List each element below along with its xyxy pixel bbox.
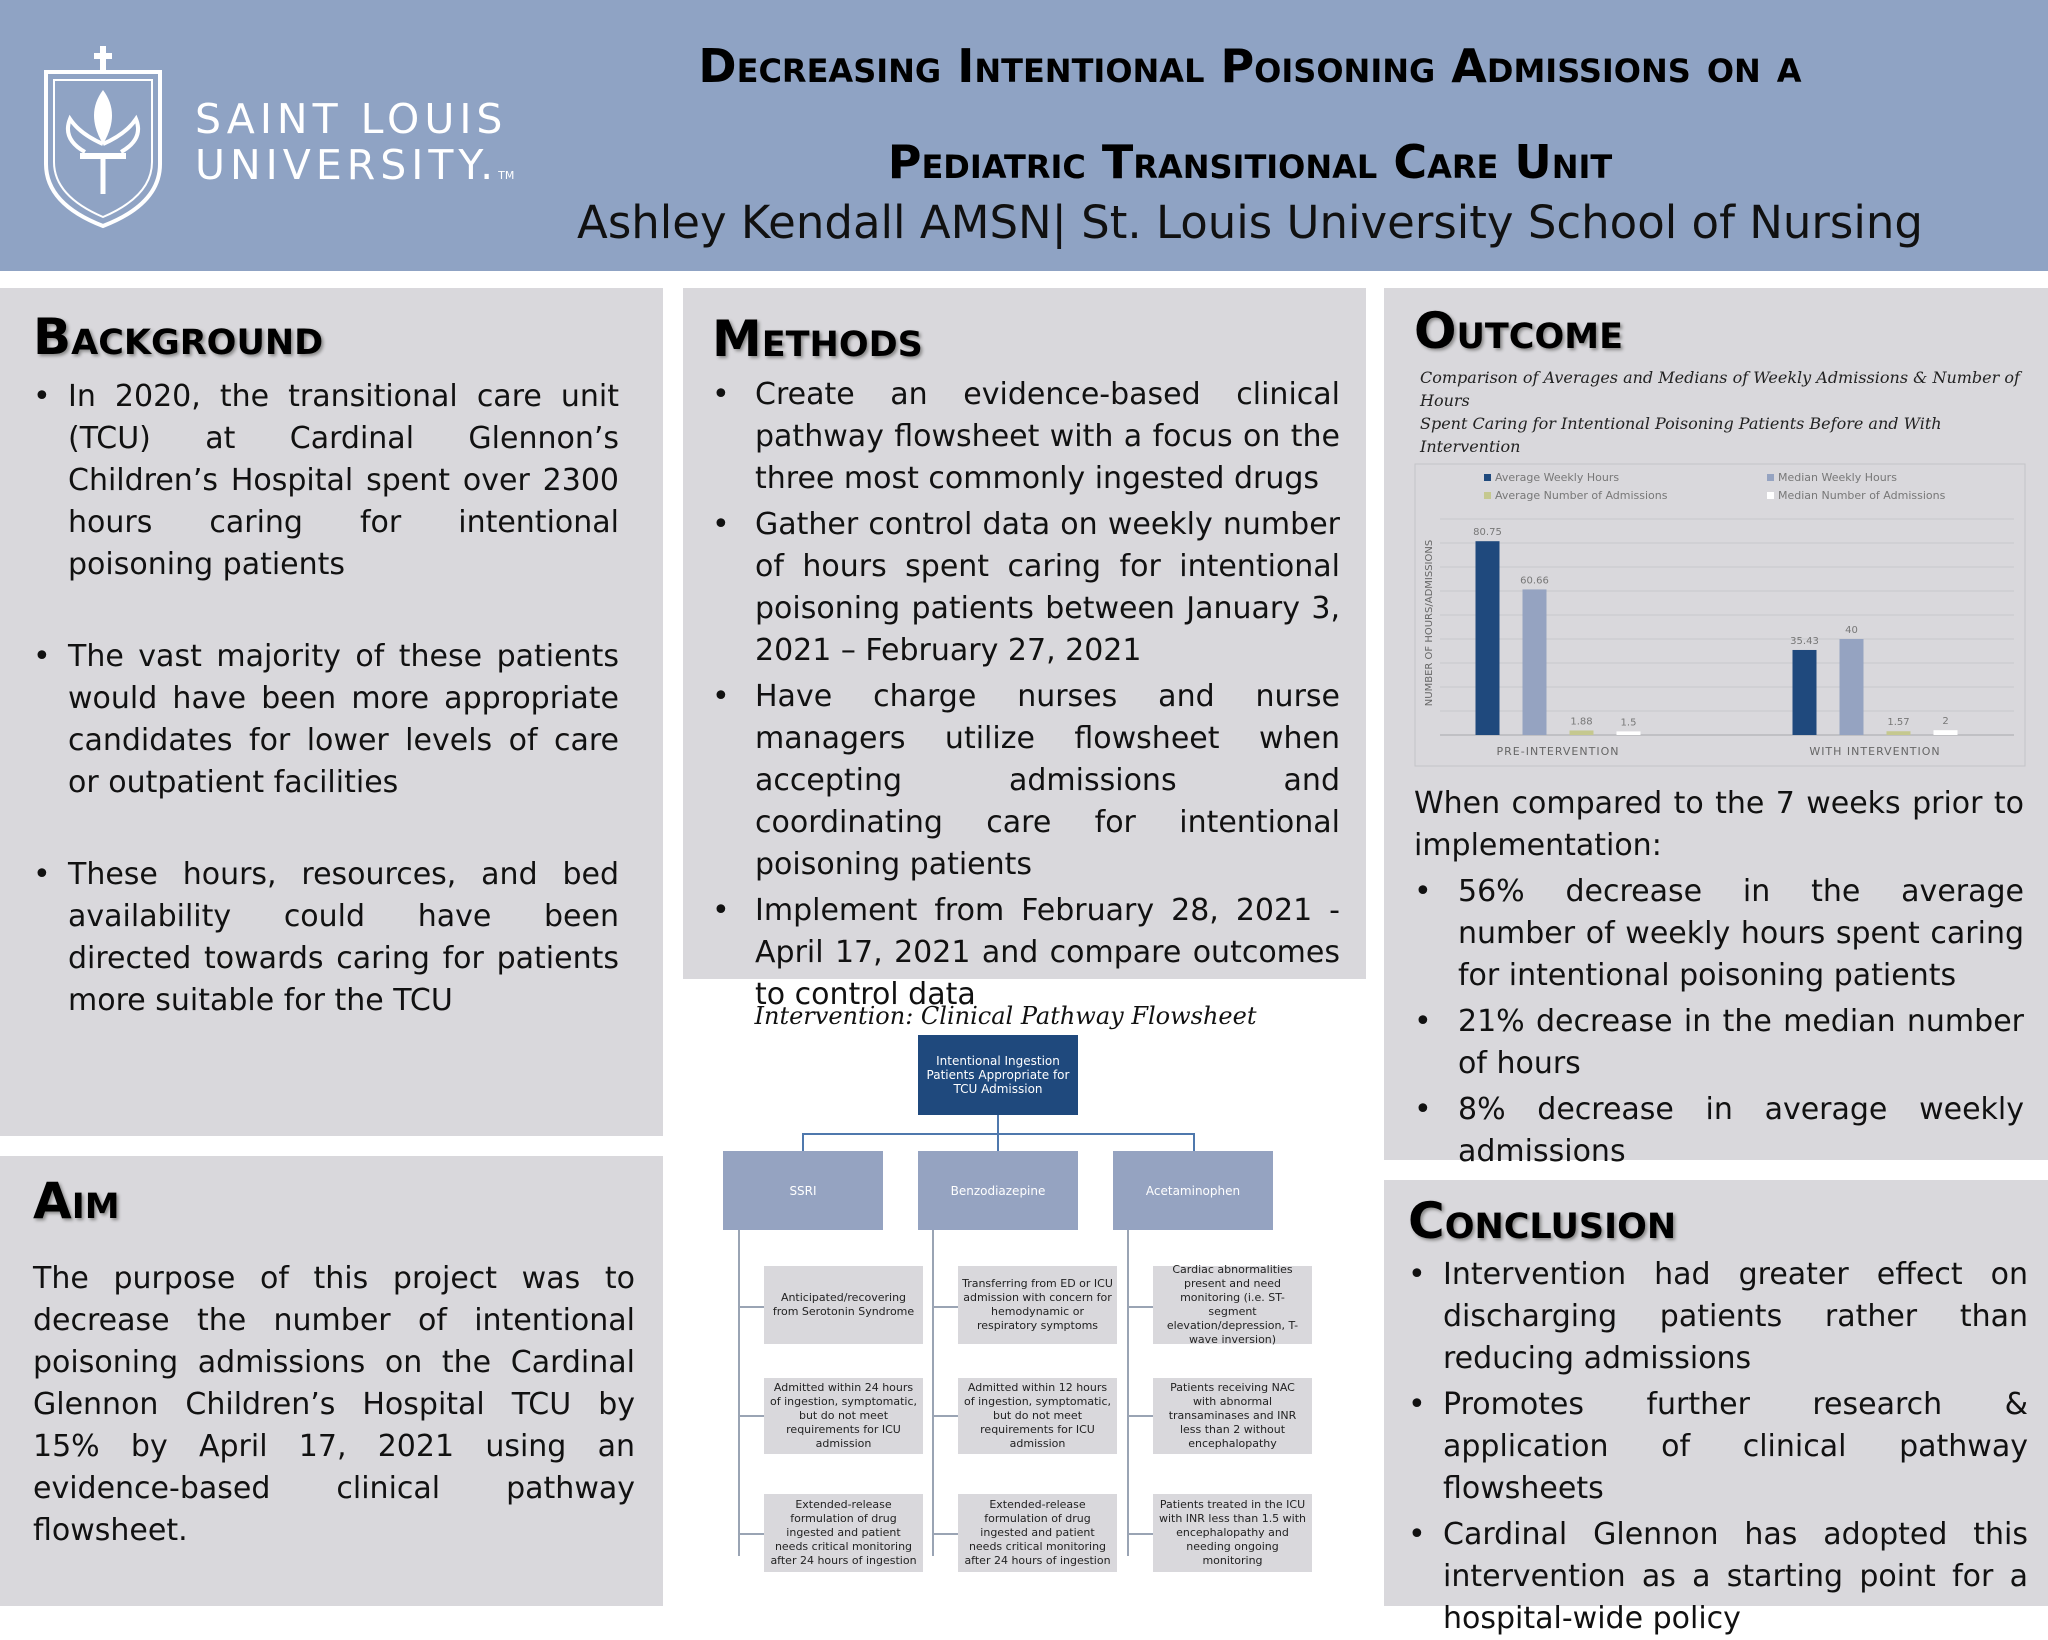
- chart-data-label: 1.5: [1620, 717, 1637, 729]
- conclusion-item: • Promotes further research & application of clinical pathway flowsheets: [1408, 1384, 2028, 1510]
- flow-connector: [1127, 1533, 1153, 1535]
- flow-connector: [738, 1230, 740, 1556]
- chart-title: [1420, 366, 2024, 458]
- conclusion-heading: Conclusion: [1408, 1192, 1677, 1250]
- flow-criteria-box: Admitted within 24 hours of ingestion, symptomatic, but do not meet requirements for ICU admission: [764, 1378, 923, 1454]
- flowsheet-title: Intervention: Clinical Pathway Flowsheet: [754, 1002, 1257, 1030]
- flow-connector: [1127, 1415, 1153, 1417]
- poster-author: Ashley Kendall AMSN| St. Louis University School of Nursing: [577, 196, 1923, 249]
- flow-connector: [997, 1115, 999, 1133]
- fleur-de-lis-shield-icon: [46, 46, 160, 226]
- flow-criteria-box: Extended-release formulation of drug ingested and patient needs critical monitoring after 24 hours of ingestion: [764, 1494, 923, 1572]
- chart-bar: [1934, 730, 1958, 735]
- flow-connector: [932, 1306, 958, 1308]
- poster-title-line-2: Pediatric Transitional Care Unit: [887, 135, 1613, 189]
- background-item: • The vast majority of these patients would have been more appropriate candidates for lower levels of care or outpatient facilities: [33, 636, 619, 804]
- chart-bars: [1476, 541, 1958, 735]
- outcome-item: • 21% decrease in the median number of hours: [1414, 1001, 2024, 1085]
- flow-connector: [1127, 1306, 1153, 1308]
- flow-connector: [997, 1133, 999, 1151]
- flow-connector: [1193, 1133, 1195, 1151]
- flow-criteria-box: Transferring from ED or ICU admission with concern for hemodynamic or respiratory symptoms: [958, 1266, 1117, 1344]
- legend-label: Average Weekly Hours: [1495, 471, 1620, 484]
- chart-bar: [1570, 730, 1594, 735]
- flow-category-acetaminophen: Acetaminophen: [1113, 1151, 1273, 1230]
- flow-connector: [932, 1533, 958, 1535]
- chart-x-tick-label: PRE-INTERVENTION: [1496, 745, 1620, 758]
- chart-bar: [1617, 731, 1641, 735]
- flow-connector: [738, 1415, 764, 1417]
- conclusion-item: • Cardinal Glennon has adopted this intervention as a starting point for a hospital-wide policy: [1408, 1514, 2028, 1640]
- chart-title-line-2: Spent Caring for Intentional Poisoning Patients Before and With Intervention: [1420, 414, 1942, 456]
- flow-criteria-box: Cardiac abnormalities present and need monitoring (i.e. ST-segment elevation/depression, T-wave inversion): [1153, 1266, 1312, 1344]
- flow-connector: [738, 1306, 764, 1308]
- poster-header: [0, 0, 2048, 271]
- outcome-panel: [1384, 288, 2048, 1169]
- flow-criteria-box: Anticipated/recovering from Serotonin Syndrome: [764, 1266, 923, 1344]
- legend-label: Median Weekly Hours: [1778, 471, 1897, 484]
- chart-data-label: 1.57: [1887, 717, 1910, 729]
- chart-bar: [1887, 731, 1911, 735]
- methods-panel: [683, 288, 1366, 1012]
- background-heading: Background: [33, 308, 324, 366]
- methods-item: • Create an evidence-based clinical pathway flowsheet with a focus on the three most commonly ingested drugs: [712, 374, 1340, 500]
- methods-item: • Gather control data on weekly number of hours spent caring for intentional poisoning patients between January 3, 2021 – February 27, 2021: [712, 504, 1340, 672]
- flow-connector: [932, 1415, 958, 1417]
- chart-data-label: 1.88: [1570, 716, 1593, 728]
- chart-data-label: 80.75: [1473, 527, 1502, 539]
- methods-heading: Methods: [712, 310, 923, 368]
- logo-wordmark: [195, 96, 514, 199]
- flow-connector: [738, 1533, 764, 1535]
- flow-criteria-box: Patients treated in the ICU with INR less than 1.5 with encephalopathy and needing ongoing monitoring: [1153, 1494, 1312, 1572]
- logo-line-saint-louis: SAINT LOUIS: [195, 95, 508, 143]
- conclusion-item: • Intervention had greater effect on discharging patients rather than reducing admissions: [1408, 1254, 2028, 1380]
- outcome-heading: Outcome: [1414, 302, 1623, 360]
- chart-bar: [1840, 639, 1864, 735]
- chart-legend: [1484, 471, 1946, 502]
- conclusion-list: [1408, 1254, 2028, 1640]
- outcome-intro: When compared to the 7 weeks prior to implementation:: [1414, 786, 2024, 863]
- outcome-item: • 56% decrease in the average number of weekly hours spent caring for intentional poisoning patients: [1414, 871, 2024, 997]
- flow-connector: [802, 1133, 804, 1151]
- logo-line-university: UNIVERSITY.TM: [195, 141, 515, 189]
- aim-heading: Aim: [33, 1172, 120, 1230]
- chart-x-ticks: [1497, 745, 1941, 758]
- background-item: • These hours, resources, and bed availability could have been directed towards caring for patients more suitable for the TCU: [33, 854, 619, 1022]
- legend-swatch: [1484, 474, 1491, 481]
- legend-label: Average Number of Admissions: [1495, 489, 1668, 502]
- legend-label: Median Number of Admissions: [1778, 489, 1946, 502]
- chart-data-label: 40: [1845, 625, 1858, 636]
- legend-swatch: [1484, 492, 1491, 499]
- chart-bar: [1793, 650, 1817, 735]
- chart-data-label: 60.66: [1520, 575, 1549, 587]
- chart-bar: [1476, 541, 1500, 735]
- outcome-bar-chart: [1414, 463, 2026, 767]
- poster-title-line-1: Decreasing Intentional Poisoning Admissions on a: [698, 39, 1802, 93]
- methods-list: [712, 374, 1340, 1016]
- flow-criteria-box: Admitted within 12 hours of ingestion, symptomatic, but do not meet requirements for ICU admission: [958, 1378, 1117, 1454]
- legend-swatch: [1767, 474, 1774, 481]
- background-item: • In 2020, the transitional care unit (TCU) at Cardinal Glennon’s Children’s Hospital spent over 2300 hours caring for intentional poisoning patients: [33, 376, 619, 586]
- outcome-list: [1414, 871, 2024, 1173]
- aim-text: The purpose of this project was to decrease the number of intentional poisoning admissions on the Cardinal Glennon Children’s Hospital TCU by 15% by April 17, 2021 using an evidence-based clinical pathway flowsheet.: [33, 1261, 635, 1548]
- aim-panel: [0, 1156, 663, 1606]
- chart-data-label: 2: [1942, 716, 1949, 728]
- background-list: [33, 376, 619, 1022]
- outcome-item: • 8% decrease in average weekly admissions: [1414, 1089, 2024, 1173]
- flow-criteria-box: Extended-release formulation of drug ingested and patient needs critical monitoring after 24 hours of ingestion: [958, 1494, 1117, 1572]
- conclusion-panel: [1384, 1180, 2048, 1636]
- chart-bar: [1523, 589, 1547, 735]
- flow-connector: [932, 1230, 934, 1556]
- legend-swatch: [1767, 492, 1774, 499]
- logo-trademark: TM: [498, 169, 515, 182]
- background-panel: [0, 288, 663, 1136]
- methods-item: • Implement from February 28, 2021 - April 17, 2021 and compare outcomes to control data: [712, 890, 1340, 1016]
- flow-category-ssri: SSRI: [723, 1151, 883, 1230]
- flow-criteria-box: Patients receiving NAC with abnormal transaminases and INR less than 2 without encephalopathy: [1153, 1378, 1312, 1454]
- flow-category-benzodiazepine: Benzodiazepine: [918, 1151, 1078, 1230]
- chart-x-tick-label: WITH INTERVENTION: [1809, 745, 1941, 758]
- chart-data-label: 35.43: [1790, 635, 1819, 647]
- chart-y-axis-label: NUMBER OF HOURS/ADMISSIONS: [1424, 539, 1435, 707]
- poster-title: [560, 18, 1940, 210]
- flow-connector: [1127, 1230, 1129, 1556]
- methods-item: • Have charge nurses and nurse managers utilize flowsheet when accepting admissions and coordinating care for intentional poisoning patients: [712, 676, 1340, 886]
- chart-title-line-1: Comparison of Averages and Medians of Weekly Admissions & Number of Hours: [1420, 368, 2020, 410]
- flow-root-box: Intentional Ingestion Patients Appropriate for TCU Admission: [918, 1035, 1078, 1115]
